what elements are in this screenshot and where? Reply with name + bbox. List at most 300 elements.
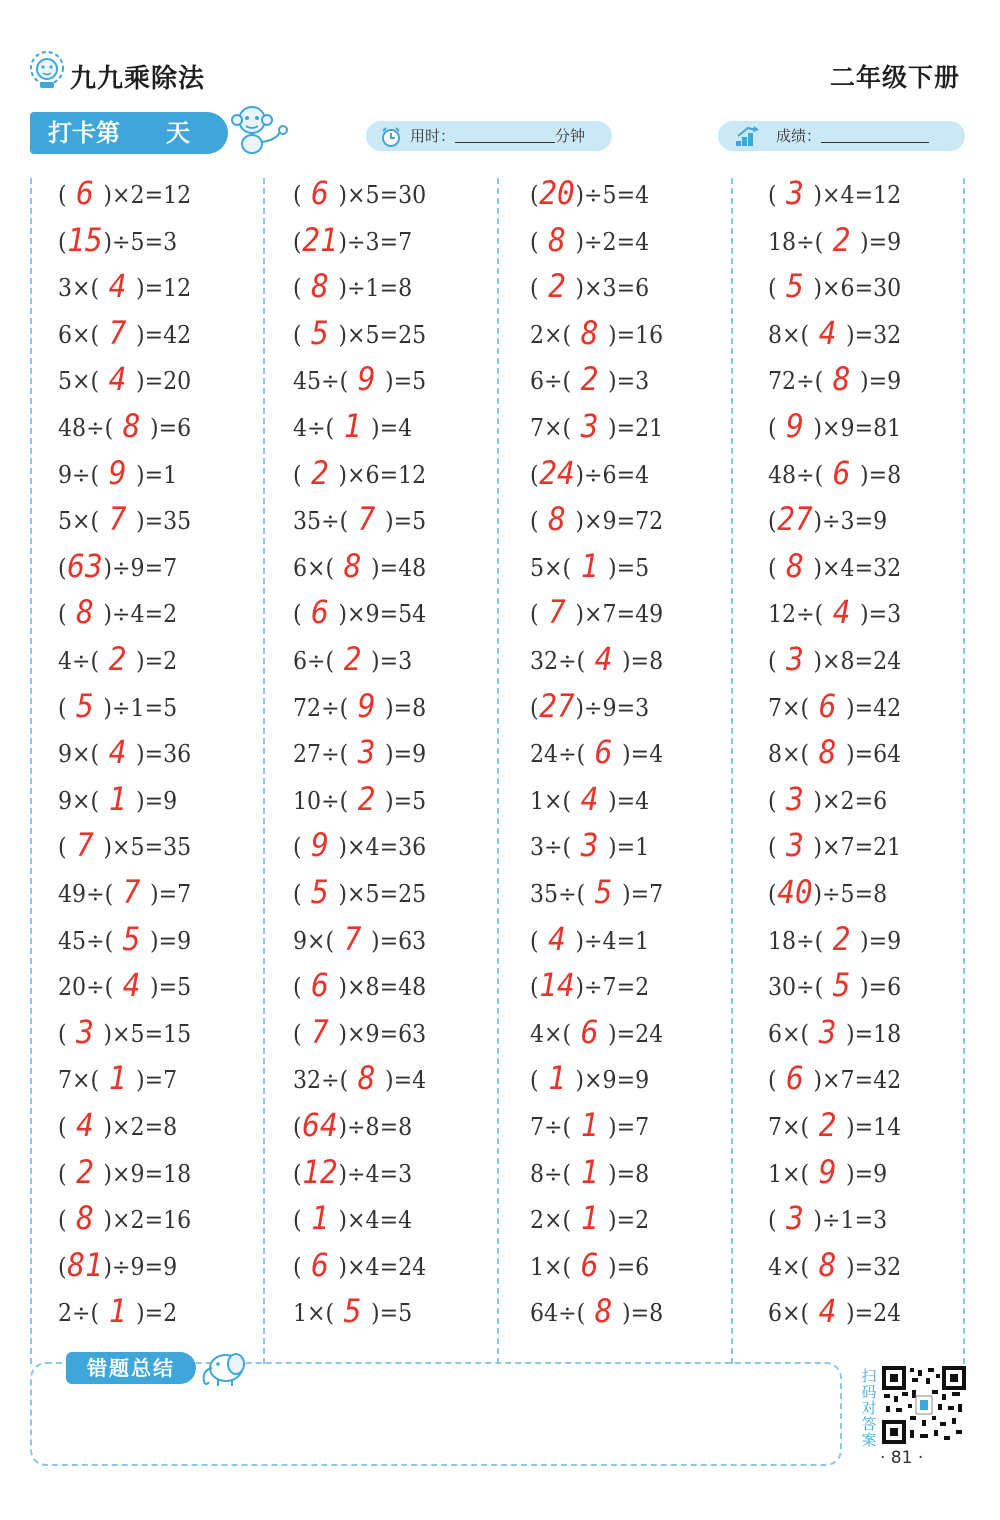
problem-row: [530, 1009, 663, 1055]
answer-blank[interactable]: 4: [580, 779, 599, 818]
answer-blank[interactable]: 6: [311, 1245, 329, 1284]
problem-row: [293, 636, 412, 682]
problem-left: 3×(: [58, 274, 100, 303]
problem-row: [58, 869, 191, 915]
problem-left: 7×(: [768, 1113, 810, 1141]
problem-row: [58, 170, 191, 216]
answer-blank[interactable]: 63: [67, 546, 103, 585]
problem-right: )×9=54: [338, 600, 427, 629]
answer-blank[interactable]: 9: [108, 453, 127, 492]
problem-left: 27÷(: [293, 740, 349, 769]
answer-blank[interactable]: 9: [786, 407, 804, 445]
problem-row: [768, 1149, 887, 1195]
problem-right: )=32: [845, 1252, 902, 1281]
answer-blank[interactable]: 4: [548, 919, 566, 958]
answer-blank[interactable]: 7: [311, 1012, 329, 1051]
answer-blank[interactable]: 9: [818, 1152, 837, 1191]
problem-right: )×5=30: [338, 181, 427, 209]
problem-right: )÷9=3: [575, 693, 650, 722]
answer-blank[interactable]: 1: [580, 1152, 599, 1191]
time-unit: 分钟: [555, 127, 586, 145]
answer-blank[interactable]: 40: [777, 873, 813, 911]
problem-right: )÷1=5: [103, 693, 178, 722]
problem-right: )÷9=7: [103, 553, 178, 582]
problem-row: [530, 356, 649, 402]
answer-blank[interactable]: 3: [786, 779, 804, 818]
score-field: [718, 121, 965, 151]
problem-right: )=6: [150, 414, 192, 442]
problem-right: )×9=81: [813, 414, 902, 442]
page-number: · 81 ·: [880, 1448, 924, 1468]
problem-left: 4×(: [530, 1019, 572, 1048]
problem-row: [293, 1149, 412, 1195]
answer-blank[interactable]: 1: [108, 1292, 127, 1331]
answer-blank[interactable]: 4: [108, 360, 127, 399]
problem-right: )×9=63: [338, 1019, 427, 1048]
problem-left: 6÷(: [293, 647, 335, 675]
problem-row: [293, 263, 412, 309]
problem-right: )=7: [622, 880, 664, 908]
problem-row: [58, 496, 191, 542]
problem-row: [768, 869, 887, 915]
answer-blank[interactable]: 1: [580, 1199, 599, 1238]
problem-left: 20÷(: [58, 973, 114, 1002]
problem-right: )=63: [370, 926, 427, 955]
problem-row: [293, 403, 412, 449]
answer-blank[interactable]: 3: [786, 174, 804, 212]
problem-left: 2÷(: [58, 1299, 100, 1328]
answer-blank[interactable]: 1: [108, 779, 127, 818]
problem-row: [530, 1195, 649, 1241]
answer-blank[interactable]: 6: [786, 1059, 804, 1098]
problem-row: [58, 683, 177, 729]
problem-right: )×4=32: [813, 553, 902, 582]
problem-right: )=12: [135, 274, 192, 303]
problem-left: (: [58, 1252, 67, 1281]
problem-left: (: [58, 1206, 67, 1235]
problem-left: 7÷(: [530, 1113, 572, 1141]
problem-right: )=9: [845, 1159, 888, 1188]
answer-blank[interactable]: 4: [108, 733, 127, 772]
answer-blank[interactable]: 27: [777, 500, 813, 539]
answer-blank[interactable]: 7: [76, 826, 94, 865]
answer-blank[interactable]: 8: [311, 267, 329, 306]
problem-right: )=42: [845, 693, 902, 722]
problem-left: 6×(: [768, 1299, 810, 1328]
checkin-suffix: 天: [166, 119, 190, 147]
problem-right: )=5: [385, 507, 427, 536]
answer-blank[interactable]: 27: [539, 686, 575, 725]
book-title: 九九乘除法: [70, 64, 206, 94]
problem-right: )=5: [370, 1299, 413, 1328]
problem-row: [530, 263, 649, 309]
problem-right: )×7=21: [813, 833, 902, 862]
problem-row: [530, 776, 649, 822]
problem-row: [58, 217, 177, 263]
answer-blank[interactable]: 6: [311, 966, 329, 1005]
lion-logo-icon: [28, 48, 66, 90]
answer-blank[interactable]: 4: [594, 640, 613, 678]
problem-right: )÷3=9: [813, 507, 888, 536]
time-blank[interactable]: [455, 126, 555, 143]
problem-right: )=5: [385, 367, 427, 396]
problem-left: (: [293, 274, 302, 303]
problem-left: 32÷(: [293, 1066, 349, 1095]
problem-row: [768, 776, 887, 822]
problem-right: )×5=25: [338, 880, 427, 908]
problem-row: [768, 916, 901, 962]
problem-left: 35÷(: [530, 880, 586, 908]
answer-blank[interactable]: 4: [122, 966, 141, 1005]
problem-left: (: [58, 833, 67, 862]
problem-row: [58, 822, 191, 868]
answer-blank[interactable]: 5: [122, 919, 141, 958]
answer-blank[interactable]: 3: [786, 826, 804, 865]
time-label: 用时：: [410, 127, 456, 145]
answer-blank[interactable]: 8: [76, 1199, 94, 1238]
answer-blank[interactable]: 1: [343, 407, 362, 445]
problem-right: )÷2=4: [575, 227, 650, 256]
answer-blank[interactable]: 2: [108, 640, 127, 678]
answer-blank[interactable]: 8: [786, 546, 804, 585]
problem-left: (: [530, 973, 539, 1002]
problem-row: [530, 869, 663, 915]
problem-right: )÷8=8: [338, 1113, 413, 1141]
answer-blank[interactable]: 8: [122, 407, 141, 445]
problem-row: [293, 589, 426, 635]
answer-blank[interactable]: 6: [594, 733, 613, 772]
problem-left: 35÷(: [293, 507, 349, 536]
problem-left: 3÷(: [530, 833, 572, 862]
time-used-field: [366, 121, 612, 151]
problem-right: )=7: [135, 1066, 178, 1095]
mistake-summary-label: 错题总结: [66, 1352, 196, 1384]
answer-blank[interactable]: 8: [594, 1292, 613, 1331]
answer-blank[interactable]: 24: [539, 453, 575, 492]
problem-right: )×9=72: [575, 507, 664, 536]
answer-blank[interactable]: 2: [548, 267, 566, 306]
answer-blank[interactable]: 5: [311, 313, 329, 352]
problem-right: )=4: [385, 1066, 427, 1095]
answer-blank[interactable]: 1: [580, 546, 599, 585]
problem-row: [768, 1288, 901, 1334]
answer-blank[interactable]: 2: [832, 220, 851, 259]
problem-right: )÷1=8: [338, 274, 413, 303]
answer-blank[interactable]: 4: [76, 1106, 94, 1144]
problem-right: )×5=35: [103, 833, 192, 862]
problem-row: [768, 403, 901, 449]
problem-row: [530, 683, 649, 729]
problem-row: [58, 310, 191, 356]
problem-right: )=42: [135, 320, 192, 349]
answer-blank[interactable]: 4: [108, 267, 127, 306]
problem-row: [768, 263, 901, 309]
problem-left: 49÷(: [58, 880, 114, 908]
answer-blank[interactable]: 3: [786, 1199, 804, 1238]
problem-right: )=5: [607, 553, 650, 582]
problem-right: )=3: [860, 600, 902, 629]
answer-blank[interactable]: 4: [832, 593, 851, 632]
problem-row: [58, 1195, 191, 1241]
problem-left: (: [293, 1206, 302, 1235]
problem-left: (: [293, 833, 302, 862]
answer-blank[interactable]: 8: [832, 360, 851, 399]
answer-blank[interactable]: 2: [343, 640, 362, 678]
problem-right: )=16: [607, 320, 664, 349]
problem-right: )×7=42: [813, 1066, 902, 1095]
answer-blank[interactable]: 8: [343, 546, 362, 585]
answer-blank[interactable]: 8: [580, 313, 599, 352]
problem-left: 6÷(: [530, 367, 572, 396]
problem-row: [768, 170, 901, 216]
answer-blank[interactable]: 64: [302, 1106, 338, 1144]
problem-right: )×9=18: [103, 1159, 192, 1188]
answer-blank[interactable]: 81: [67, 1245, 103, 1284]
problem-row: [768, 496, 887, 542]
answer-blank[interactable]: 6: [818, 686, 837, 725]
problem-row: [530, 217, 649, 263]
problem-left: 2×(: [530, 1206, 572, 1235]
answer-blank[interactable]: 12: [302, 1152, 338, 1191]
answer-blank[interactable]: 5: [343, 1292, 362, 1331]
column-divider: [963, 178, 965, 1364]
answer-blank[interactable]: 7: [122, 873, 141, 911]
problem-left: 1×(: [293, 1299, 335, 1328]
problem-row: [293, 170, 426, 216]
answer-blank[interactable]: 14: [539, 966, 575, 1005]
answer-blank[interactable]: 7: [108, 313, 127, 352]
problem-right: )=8: [622, 647, 664, 675]
problem-right: )×8=48: [338, 973, 427, 1002]
problem-row: [58, 403, 191, 449]
answer-blank[interactable]: 21: [302, 220, 338, 259]
answer-blank[interactable]: 5: [832, 966, 851, 1005]
answer-blank[interactable]: 8: [818, 1245, 837, 1284]
problem-left: (: [58, 227, 67, 256]
problem-left: 1×(: [530, 786, 572, 815]
problem-left: (: [530, 1066, 539, 1095]
problem-row: [58, 543, 177, 589]
score-blank[interactable]: [821, 126, 929, 143]
answer-blank[interactable]: 9: [357, 360, 376, 399]
answer-blank[interactable]: 1: [548, 1059, 566, 1098]
problem-right: )×5=15: [103, 1019, 192, 1048]
answer-blank[interactable]: 2: [580, 360, 599, 399]
problem-left: (: [530, 460, 539, 489]
problem-row: [530, 1102, 649, 1148]
problem-left: (: [58, 181, 67, 209]
problem-left: (: [293, 973, 302, 1002]
column-divider: [263, 178, 265, 1364]
problem-left: (: [768, 880, 777, 908]
problem-left: 9×(: [293, 926, 335, 955]
problem-right: )=5: [385, 786, 427, 815]
problem-left: (: [530, 693, 539, 722]
answer-blank[interactable]: 1: [108, 1059, 127, 1098]
problem-left: (: [58, 1113, 67, 1141]
problem-right: )=3: [370, 647, 413, 675]
problem-left: 48÷(: [58, 414, 114, 442]
problem-left: 5×(: [58, 367, 100, 396]
answer-blank[interactable]: 3: [580, 407, 599, 445]
problem-right: )=8: [385, 693, 427, 722]
problem-right: )=9: [150, 926, 192, 955]
problem-row: [293, 1288, 412, 1334]
problem-row: [58, 589, 177, 635]
problem-left: 6×(: [293, 553, 335, 582]
answer-blank[interactable]: 8: [357, 1059, 376, 1098]
problem-left: (: [58, 553, 67, 582]
answer-blank[interactable]: 9: [357, 686, 376, 725]
answer-blank[interactable]: 4: [818, 1292, 837, 1331]
problem-left: 48÷(: [768, 460, 824, 489]
answer-blank[interactable]: 6: [311, 174, 329, 212]
problem-right: )×2=12: [103, 181, 192, 209]
problem-left: 8×(: [768, 320, 810, 349]
problem-row: [58, 776, 177, 822]
problem-left: (: [58, 600, 67, 629]
problem-left: (: [530, 227, 539, 256]
checkin-day-banner: [30, 112, 228, 154]
problem-right: )÷4=1: [575, 926, 650, 955]
problem-right: )=36: [135, 740, 192, 769]
answer-blank[interactable]: 8: [818, 733, 837, 772]
answer-blank[interactable]: 20: [539, 174, 575, 212]
answer-blank[interactable]: 2: [832, 919, 851, 958]
answer-blank[interactable]: 4: [818, 313, 837, 352]
problem-right: )=6: [860, 973, 902, 1002]
problem-right: )×8=24: [813, 647, 902, 675]
answer-blank[interactable]: 1: [311, 1199, 329, 1238]
problem-left: 6×(: [768, 1019, 810, 1048]
problem-row: [768, 543, 901, 589]
problem-left: (: [293, 181, 302, 209]
problem-row: [530, 496, 663, 542]
answer-blank[interactable]: 15: [67, 220, 103, 259]
problem-right: )×2=6: [813, 786, 888, 815]
problem-left: 2×(: [530, 320, 572, 349]
problem-right: )=2: [135, 647, 178, 675]
answer-blank[interactable]: 6: [580, 1245, 599, 1284]
answer-blank[interactable]: 5: [311, 873, 329, 911]
problem-right: )×6=12: [338, 460, 427, 489]
problem-left: 24÷(: [530, 740, 586, 769]
answer-blank[interactable]: 6: [580, 1012, 599, 1051]
problem-row: [58, 450, 177, 496]
problem-right: )=18: [845, 1019, 902, 1048]
problem-right: )÷7=2: [575, 973, 650, 1002]
problem-right: )=9: [860, 926, 902, 955]
problem-right: )÷9=9: [103, 1252, 178, 1281]
problem-left: 4÷(: [58, 647, 100, 675]
problem-row: [58, 916, 191, 962]
answer-blank[interactable]: 3: [818, 1012, 837, 1051]
problem-right: )÷5=4: [575, 181, 650, 209]
problem-left: (: [293, 1019, 302, 1048]
problem-row: [293, 543, 426, 589]
problem-row: [530, 822, 649, 868]
problem-left: (: [768, 274, 777, 303]
answer-blank[interactable]: 2: [357, 779, 376, 818]
answer-blank[interactable]: 8: [548, 500, 566, 539]
problem-row: [58, 962, 191, 1008]
problem-right: )×6=30: [813, 274, 902, 303]
answer-blank[interactable]: 3: [76, 1012, 94, 1051]
problem-row: [530, 589, 663, 635]
answer-blank[interactable]: 3: [786, 640, 804, 678]
answer-blank[interactable]: 8: [548, 220, 566, 259]
answer-blank[interactable]: 5: [594, 873, 613, 911]
answer-blank[interactable]: 7: [108, 500, 127, 539]
elephant-icon: [196, 1346, 252, 1388]
problem-right: )=7: [150, 880, 192, 908]
checkin-prefix: 打卡第: [48, 119, 120, 147]
problem-right: )=48: [370, 553, 427, 582]
problem-row: [293, 916, 426, 962]
problem-right: )×2=8: [103, 1113, 178, 1141]
problem-row: [768, 217, 901, 263]
problem-right: )×2=16: [103, 1206, 192, 1235]
problem-left: (: [768, 507, 777, 536]
answer-blank[interactable]: 8: [76, 593, 94, 632]
problem-right: )÷6=4: [575, 460, 650, 489]
answer-blank[interactable]: 2: [311, 453, 329, 492]
problem-row: [293, 683, 426, 729]
problem-row: [58, 1009, 191, 1055]
problem-right: )=4: [622, 740, 664, 769]
problem-left: (: [768, 181, 777, 209]
answer-blank[interactable]: 7: [343, 919, 362, 958]
problem-row: [768, 822, 901, 868]
problem-row: [768, 1102, 901, 1148]
answer-blank[interactable]: 6: [311, 593, 329, 632]
problem-left: 72÷(: [768, 367, 824, 396]
problem-right: )÷5=8: [813, 880, 888, 908]
problem-row: [293, 1195, 412, 1241]
answer-blank[interactable]: 9: [311, 826, 329, 865]
problem-row: [58, 1149, 191, 1195]
problem-right: )=3: [607, 367, 650, 396]
problem-row: [293, 450, 426, 496]
answer-blank[interactable]: 5: [786, 267, 804, 306]
answer-blank[interactable]: 6: [832, 453, 851, 492]
problem-row: [530, 403, 663, 449]
problem-row: [530, 310, 663, 356]
answer-blank[interactable]: 5: [76, 686, 94, 725]
problem-left: 45÷(: [58, 926, 114, 955]
alarm-clock-icon: [380, 126, 402, 148]
monkey-icon: [228, 100, 290, 158]
qr-code-icon[interactable]: [882, 1366, 966, 1444]
problem-left: 8÷(: [530, 1159, 572, 1188]
answer-blank[interactable]: 7: [548, 593, 566, 632]
chart-stairs-icon: [734, 124, 762, 148]
answer-blank[interactable]: 3: [580, 826, 599, 865]
problem-right: )=64: [845, 740, 902, 769]
problem-right: )=5: [150, 973, 192, 1002]
problem-row: [293, 869, 426, 915]
problem-row: [293, 1055, 426, 1101]
answer-blank[interactable]: 7: [357, 500, 376, 539]
answer-blank[interactable]: 1: [580, 1106, 599, 1144]
problem-right: )÷3=7: [338, 227, 413, 256]
problem-right: )=21: [607, 414, 664, 442]
answer-blank[interactable]: 2: [76, 1152, 94, 1191]
answer-blank[interactable]: 2: [818, 1106, 837, 1144]
problem-left: 9×(: [58, 786, 100, 815]
answer-blank[interactable]: 3: [357, 733, 376, 772]
answer-blank[interactable]: 6: [76, 174, 94, 212]
